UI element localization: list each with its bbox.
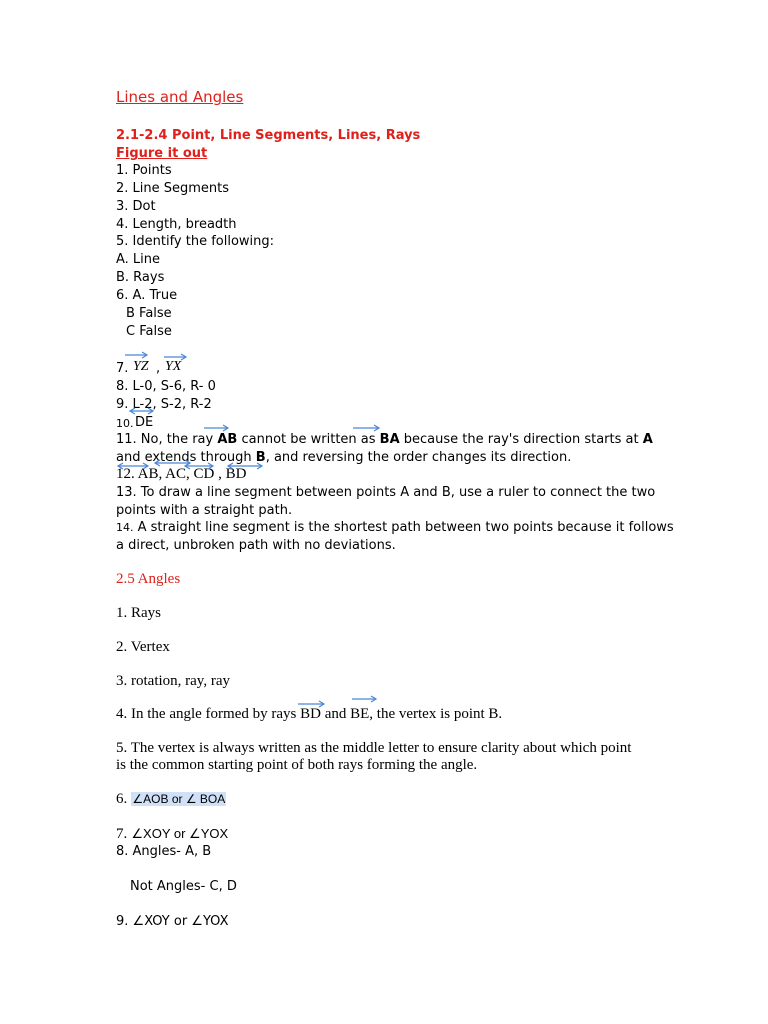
ray-arrow-be xyxy=(352,696,376,702)
section-heading-angles: 2.5 Angles xyxy=(116,571,181,587)
answer-13-line-1: 13. To draw a line segment between points A and B, use a ruler to connect the two xyxy=(116,485,656,500)
angle-answer-9: 9. ∠XOY or ∠YOX xyxy=(116,914,229,929)
answer-13-line-2: points with a straight path. xyxy=(116,503,293,518)
answer-6b: B False xyxy=(126,306,172,321)
answer-6a: 6. A. True xyxy=(116,288,178,303)
angle-answer-2: 2. Vertex xyxy=(116,639,170,655)
answer-1: 1. Points xyxy=(116,163,172,178)
highlighted-angle-notation: ∠AOB or ∠ BOA xyxy=(132,792,226,806)
answer-12: 12. AB, AC, CD , BD xyxy=(116,466,247,482)
section-subheading-figure-it-out: Figure it out xyxy=(116,146,208,161)
answer-11-line-2: and extends through B, and reversing the order changes its direction. xyxy=(116,450,572,465)
answer-7-number: 7. xyxy=(116,361,129,376)
angle-answer-5-line-1: 5. The vertex is always written as the middle letter to ensure clarity about which point xyxy=(116,740,632,756)
answer-7-ray-yx: YX xyxy=(165,359,182,374)
answer-9: 9. L-2, S-2, R-2 xyxy=(116,397,212,412)
answer-14-line-2: a direct, unbroken path with no deviations. xyxy=(116,538,396,553)
answer-6c: C False xyxy=(126,324,172,339)
answer-7-separator: , xyxy=(156,361,161,376)
angle-answer-8: 8. Angles- A, B xyxy=(116,844,212,859)
angle-answer-1: 1. Rays xyxy=(116,605,161,621)
answer-4: 4. Length, breadth xyxy=(116,217,237,232)
answer-8: 8. L-0, S-6, R- 0 xyxy=(116,379,216,394)
angle-answer-3: 3. rotation, ray, ray xyxy=(116,673,230,689)
answer-10-number: 10. xyxy=(116,417,134,430)
answer-5a: A. Line xyxy=(116,252,161,267)
angle-answer-8-not-angles: Not Angles- C, D xyxy=(130,879,237,894)
angle-answer-7: 7. ∠XOY or ∠YOX xyxy=(116,826,229,842)
answer-7-ray-yz: YZ xyxy=(133,359,149,374)
angle-answer-4: 4. In the angle formed by rays BD and BE, the vertex is point B. xyxy=(116,706,503,722)
answer-10-line-de: DE xyxy=(135,415,154,430)
answer-14-line-1: 14. A straight line segment is the shortest path between two points because it follows xyxy=(116,520,674,535)
answer-3: 3. Dot xyxy=(116,199,156,214)
answer-5b: B. Rays xyxy=(116,270,165,285)
answer-11-line-1: 11. No, the ray AB cannot be written as BA because the ray's direction starts at A xyxy=(116,432,653,447)
section-heading-points-lines: 2.1-2.4 Point, Line Segments, Lines, Rays xyxy=(116,128,421,143)
angle-answer-6: 6. ∠AOB or ∠ BOA xyxy=(116,791,226,807)
answer-5: 5. Identify the following: xyxy=(116,234,275,249)
angle-answer-5-line-2: is the common starting point of both rays forming the angle. xyxy=(116,757,478,773)
document-title: Lines and Angles xyxy=(116,88,244,106)
answer-2: 2. Line Segments xyxy=(116,181,230,196)
